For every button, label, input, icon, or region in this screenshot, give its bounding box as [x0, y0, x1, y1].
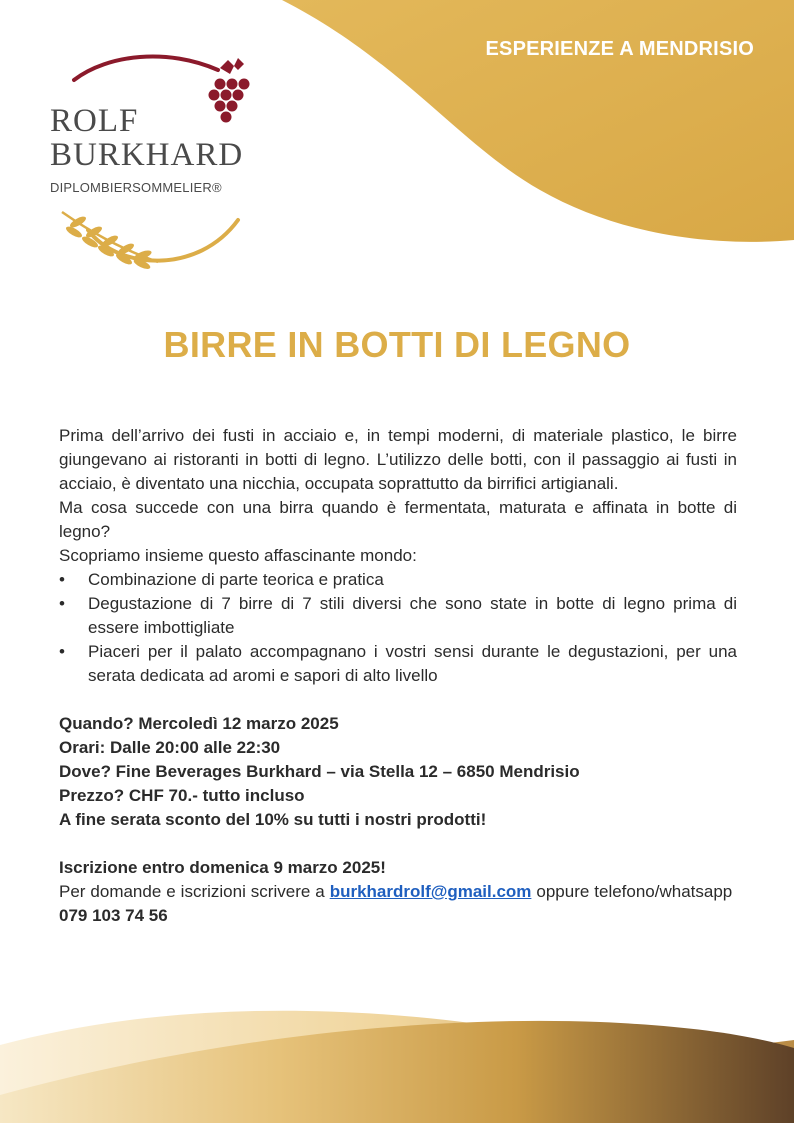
- bullet-icon: •: [59, 570, 65, 589]
- contact-text-after: oppure telefono/whatsapp: [536, 882, 733, 901]
- main-content: [59, 424, 737, 928]
- list-item: [59, 568, 737, 592]
- logo-name-line2: BURKHARD: [50, 137, 244, 173]
- email-link[interactable]: burkhardrolf@gmail.com: [329, 882, 532, 901]
- info-when: Quando? Mercoledì 12 marzo 2025: [59, 714, 339, 733]
- list-item-text: Combinazione di parte teorica e pratica: [88, 570, 384, 589]
- logo-name-line1: ROLF: [50, 103, 139, 139]
- intro-paragraph-3: Scopriamo insieme questo affascinante mondo:: [59, 546, 417, 565]
- info-discount: A fine serata sconto del 10% su tutti i nostri prodotti!: [59, 810, 487, 829]
- registration-deadline: Iscrizione entro domenica 9 marzo 2025!: [59, 858, 386, 877]
- list-item: [59, 592, 737, 640]
- header-tag: ESPERIENZE A MENDRISIO: [485, 38, 754, 60]
- info-where: Dove? Fine Beverages Burkhard – via Stella 12 – 6850 Mendrisio: [59, 762, 580, 781]
- contact-paragraph: [59, 880, 737, 928]
- list-item-text: Degustazione di 7 birre di 7 stili diversi che sono state in botte di legno prima di essere imbottigliate: [88, 594, 737, 637]
- event-info: [59, 712, 737, 832]
- intro-paragraph-2: Ma cosa succede con una birra quando è fermentata, maturata e affinata in botte di legno?: [59, 498, 737, 541]
- phone-number: 079 103 74 56: [59, 906, 168, 925]
- top-gold-wave: [282, 0, 794, 242]
- bullet-icon: •: [59, 594, 65, 613]
- logo-subtitle: DIPLOMBIERSOMMELIER®: [50, 180, 222, 195]
- list-item: [59, 640, 737, 688]
- page-title: BIRRE IN BOTTI DI LEGNO: [163, 324, 631, 365]
- bullet-icon: •: [59, 642, 65, 661]
- wheat-icon: [62, 212, 158, 271]
- bullet-list: [59, 568, 737, 688]
- intro-paragraph-1: Prima dell’arrivo dei fusti in acciaio e, in tempi moderni, di materiale plastico, le birre giungevano ai ristoranti in botti di legno. L’utilizzo delle botti, con il passaggio ai fusti in acciaio, è diventato una nicchia, occupata soprattutto da birrifici artigianali.: [59, 426, 737, 493]
- info-time: Orari: Dalle 20:00 alle 22:30: [59, 738, 281, 757]
- logo-name: [50, 104, 243, 172]
- info-price: Prezzo? CHF 70.- tutto incluso: [59, 786, 305, 805]
- list-item-text: Piaceri per il palato accompagnano i vostri sensi durante le degustazioni, per una serata dedicata ad aromi e sapori di alto livello: [88, 642, 737, 685]
- contact-text-before: Per domande e iscrizioni scrivere a: [59, 882, 325, 901]
